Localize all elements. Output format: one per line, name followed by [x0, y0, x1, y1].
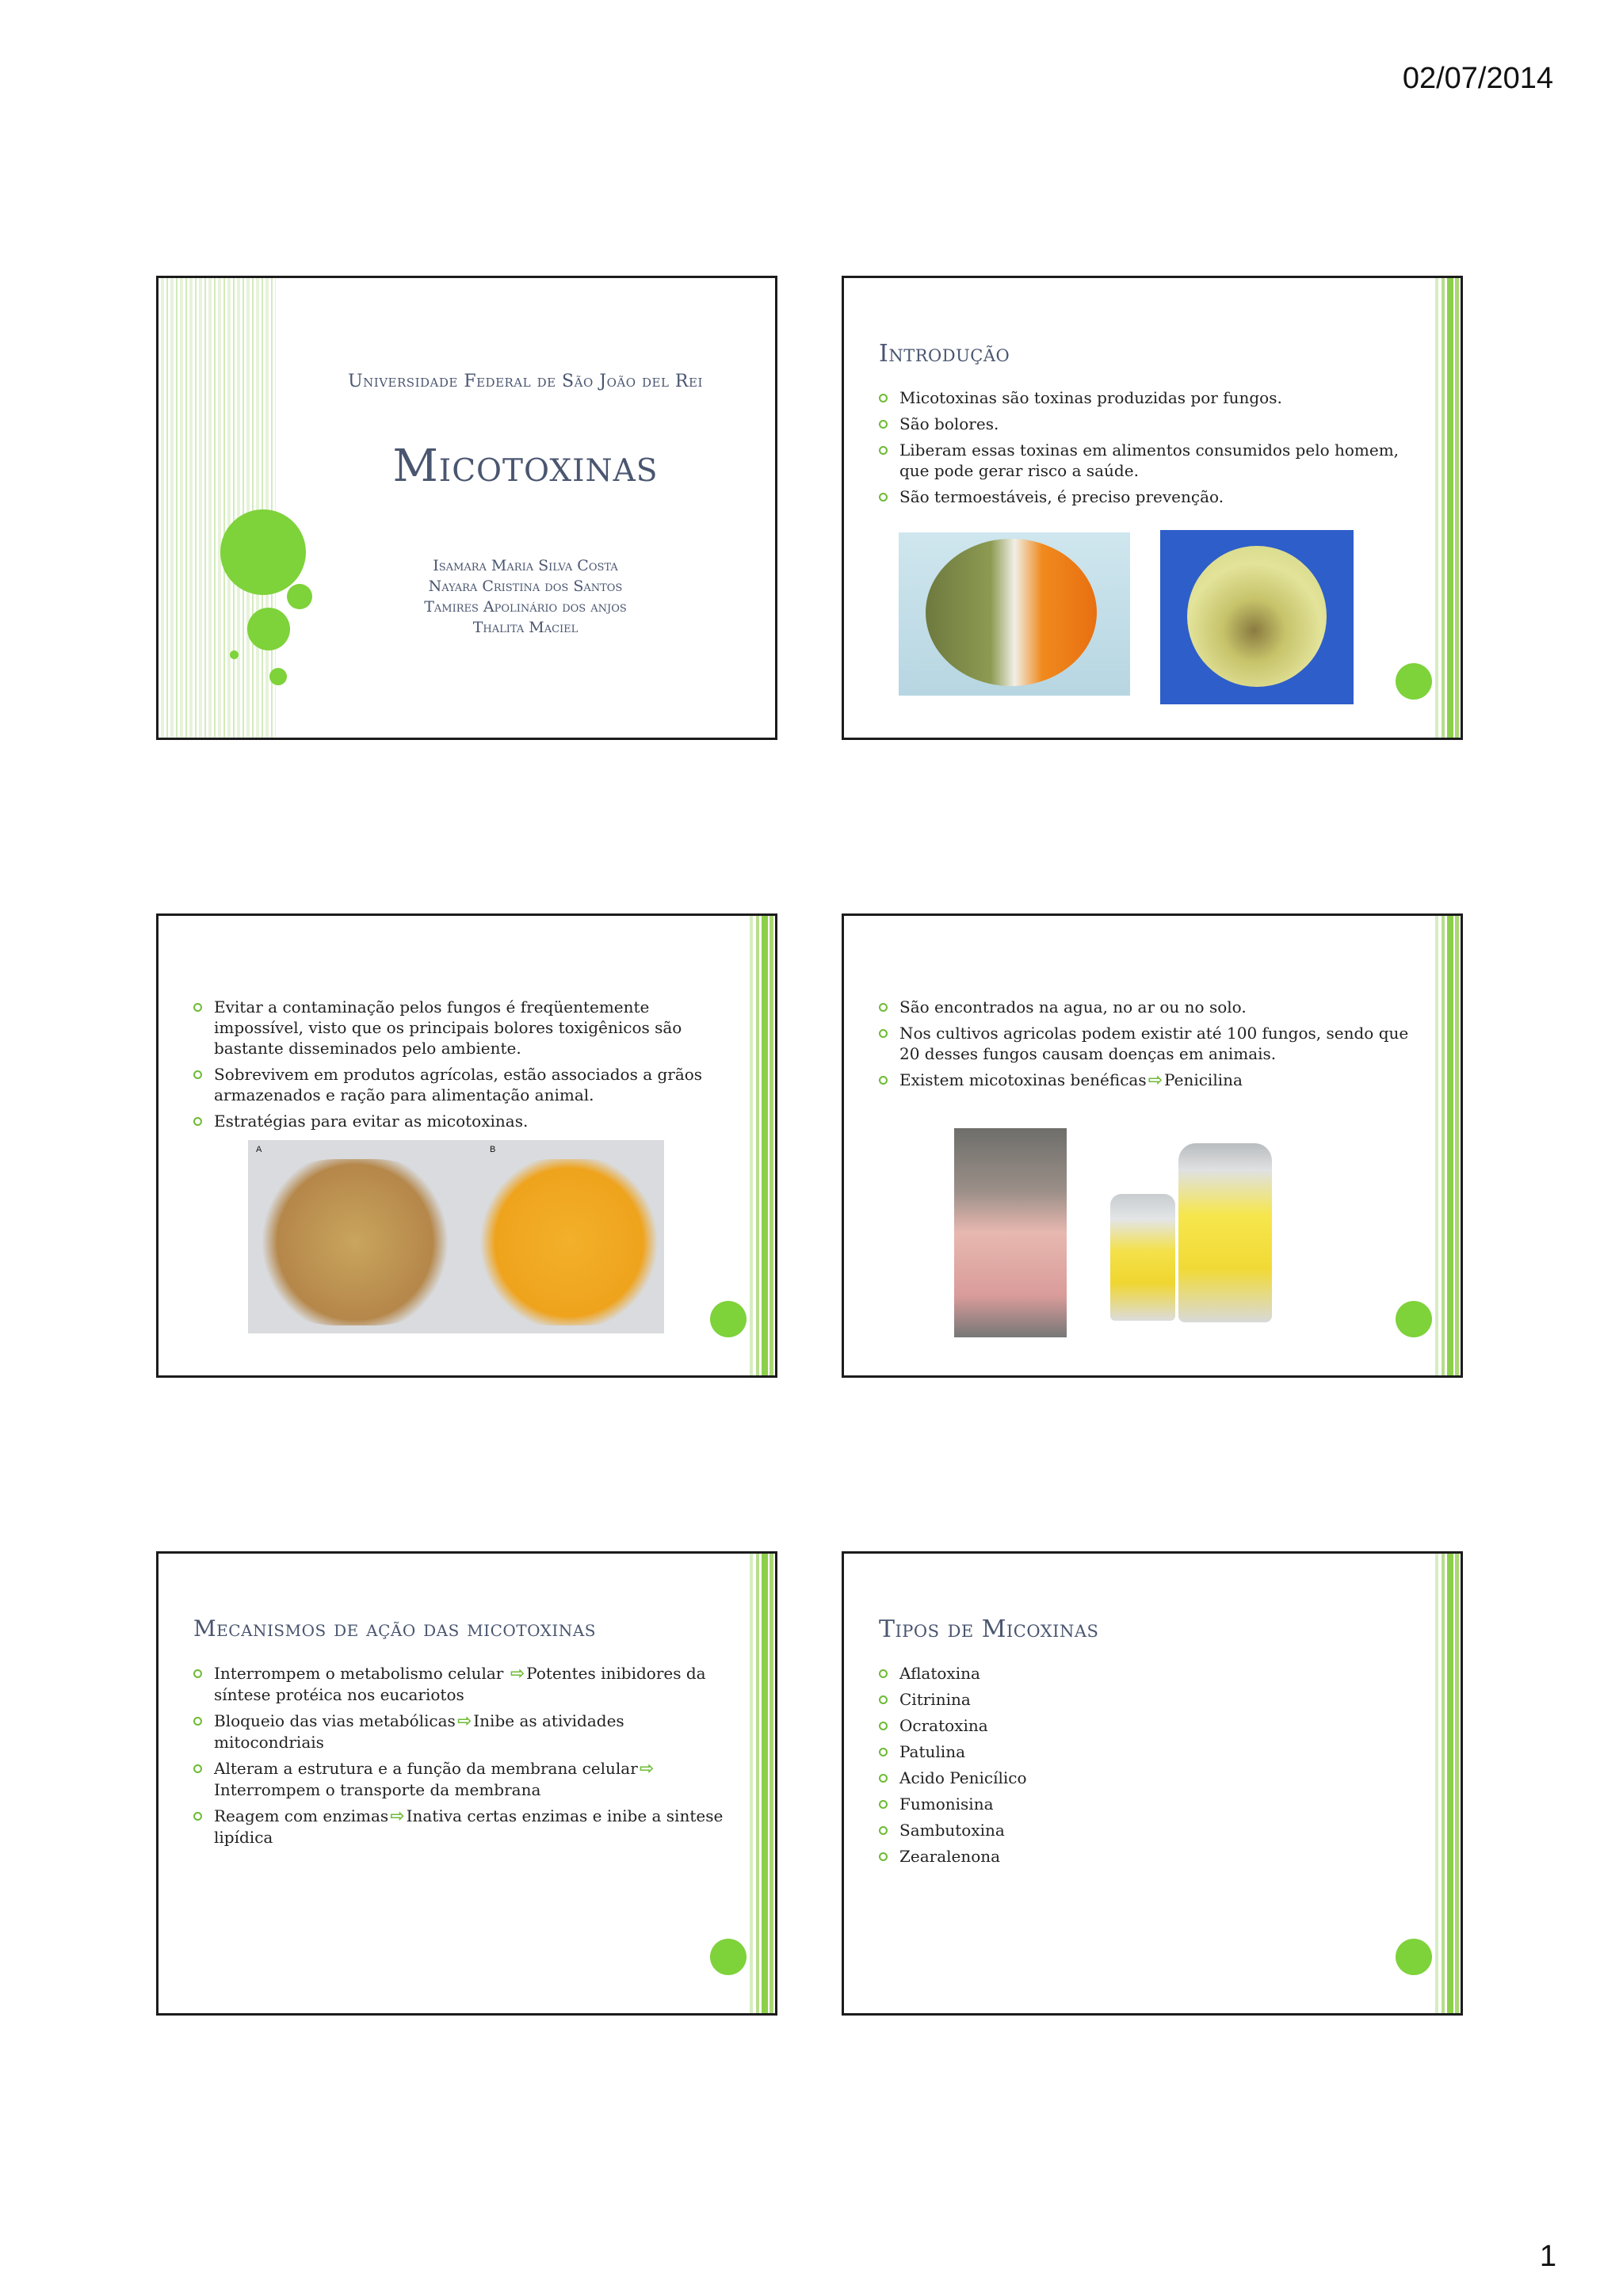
author-name: Thalita Maciel — [472, 619, 579, 636]
decorative-stripes — [1432, 1554, 1461, 2013]
decorative-circle — [710, 1301, 747, 1337]
author-name: Nayara Cristina dos Santos — [428, 578, 623, 595]
bullet-item: Citrinina — [879, 1689, 1413, 1710]
university-name: Universidade Federal de São João del Rei — [348, 372, 703, 391]
bullet-text: Inibe as atividades mitocondriais — [214, 1711, 624, 1752]
bullet-text: Alteram a estrutura e a função da membrana celular — [214, 1759, 638, 1778]
bullet-item: Estratégias para evitar as micotoxinas. — [193, 1111, 727, 1131]
decorative-stripes — [747, 1554, 775, 2013]
decorative-stripes — [1432, 916, 1461, 1375]
slide-introduction — [842, 276, 1463, 740]
bullet-text: Existem micotoxinas benéficas — [899, 1070, 1147, 1089]
bullet-item — [193, 1663, 727, 1705]
bullet-item: Sambutoxina — [879, 1820, 1413, 1840]
bullet-item — [879, 1070, 1413, 1091]
decorative-circle — [1396, 1939, 1432, 1975]
decorative-stripes — [158, 278, 276, 738]
bullet-item: São termoestáveis, é preciso prevenção. — [879, 486, 1413, 507]
page-date: 02/07/2014 — [1402, 62, 1553, 95]
bullet-text: Inativa certas enzimas e inibe a sintese lipídica — [214, 1806, 724, 1847]
bullet-item: São bolores. — [879, 414, 1413, 434]
rotten-apple-photo — [1160, 530, 1354, 704]
bullet-item: Nos cultivos agricolas podem existir até 100 fungos, sendo que 20 desses fungos causam doenças em animais. — [879, 1023, 1413, 1064]
bullet-item: Zearalenona — [879, 1846, 1413, 1867]
bullet-item: Acido Penicílico — [879, 1768, 1413, 1788]
presentation-title: Micotoxinas — [392, 441, 659, 492]
decorative-stripes — [747, 916, 775, 1375]
pig-photo — [954, 1128, 1067, 1337]
bullet-item: Sobrevivem em produtos agrícolas, estão associados a grãos armazenados e ração para alimentação animal. — [193, 1064, 727, 1105]
bullet-text: Interrompem o metabolismo celular — [214, 1664, 504, 1683]
slide-heading: Mecanismos de ação das micotoxinas — [193, 1615, 596, 1642]
penicillin-bottles-photo — [1106, 1140, 1280, 1338]
slide-heading: Tipos de Micoxinas — [879, 1615, 1099, 1643]
image-label-a: A — [256, 1145, 262, 1154]
bullet-item — [193, 1806, 727, 1848]
bullet-item: Fumonisina — [879, 1794, 1413, 1814]
bullet-text: Reagem com enzimas — [214, 1806, 389, 1825]
decorative-circle — [710, 1939, 747, 1975]
bullet-text: Interrompem o transporte da membrana — [214, 1780, 541, 1799]
image-label-b: B — [490, 1145, 496, 1154]
bullet-item: Micotoxinas são toxinas produzidas por fungos. — [879, 387, 1413, 408]
slide-title — [156, 276, 777, 740]
bullet-list — [879, 387, 1413, 513]
bullet-text: Penicilina — [1164, 1070, 1243, 1089]
bullet-list — [879, 1663, 1413, 1872]
bullet-item: Liberam essas toxinas em alimentos consumidos pelo homem, que pode gerar risco a saúde. — [879, 440, 1413, 481]
bullet-item: Patulina — [879, 1741, 1413, 1762]
slide-occurrence — [842, 913, 1463, 1378]
decorative-stripes — [1432, 278, 1461, 738]
arrow-right-icon: ⇨ — [390, 1806, 405, 1826]
arrow-right-icon: ⇨ — [639, 1759, 655, 1779]
decorative-circle — [1396, 1301, 1432, 1337]
bullet-list — [193, 1663, 727, 1853]
bullet-list — [193, 997, 727, 1137]
bullet-item: Evitar a contaminação pelos fungos é freqüentemente impossível, visto que os principais bolores toxigênicos são bastante disseminados pelo ambiente. — [193, 997, 727, 1058]
arrow-right-icon: ⇨ — [1148, 1070, 1163, 1090]
bullet-list — [879, 997, 1413, 1097]
bullet-item — [193, 1758, 727, 1800]
author-name: Tamires Apolinário dos anjos — [424, 598, 627, 616]
arrow-right-icon: ⇨ — [456, 1711, 472, 1731]
author-name: Isamara Maria Silva Costa — [433, 557, 618, 574]
slide-heading: Introdução — [879, 340, 1010, 368]
moldy-orange-photo — [899, 532, 1130, 696]
slide-types — [842, 1551, 1463, 2016]
slide-contamination — [156, 913, 777, 1378]
decorative-circle-tiny — [230, 650, 239, 659]
bullet-item: Aflatoxina — [879, 1663, 1413, 1684]
bullet-item: Ocratoxina — [879, 1715, 1413, 1736]
bullet-text: Bloqueio das vias metabólicas — [214, 1711, 456, 1730]
page-number: 1 — [1539, 2240, 1556, 2273]
arrow-right-icon: ⇨ — [510, 1664, 525, 1684]
corn-kernels-photo — [248, 1140, 664, 1333]
decorative-circle — [1396, 663, 1432, 700]
bullet-item: São encontrados na agua, no ar ou no solo. — [879, 997, 1413, 1017]
author-list — [276, 555, 775, 638]
bullet-item — [193, 1711, 727, 1753]
decorative-circle-small — [269, 668, 287, 685]
bullet-text: Potentes inibidores da síntese protéica nos eucariotos — [214, 1664, 706, 1704]
slide-mechanisms — [156, 1551, 777, 2016]
